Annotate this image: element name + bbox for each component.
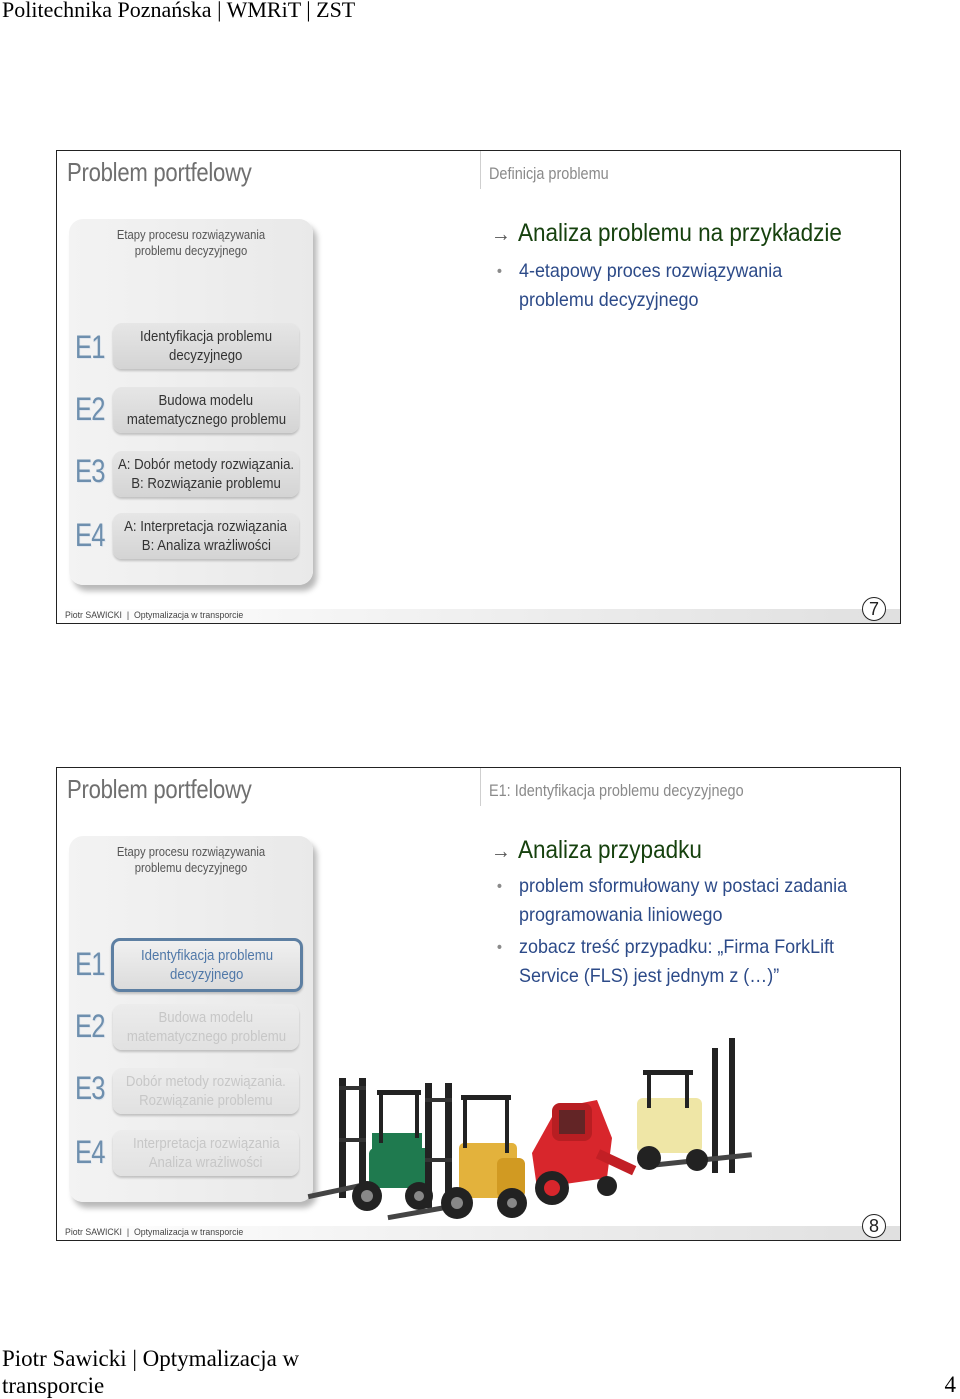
stage-box-e2: [113, 1004, 299, 1050]
slide-title: Problem portfelowy: [67, 774, 252, 804]
stage-label: decyzyjnego: [170, 966, 244, 983]
stage-label: Rozwiązanie problemu: [139, 1092, 273, 1109]
stage-box-e3: [113, 451, 299, 497]
stage-label: Analiza wrażliwości: [149, 1154, 263, 1171]
stage-code-e1: E1: [75, 329, 105, 365]
stage-code-e3: E3: [75, 453, 105, 489]
footer-separator: |: [124, 1227, 132, 1238]
stage-box-e1-active: [111, 938, 303, 992]
slide-8: [56, 767, 901, 1241]
panel-header-line: Etapy procesu rozwiązywania: [116, 228, 266, 242]
slide-footer-text: [65, 610, 243, 621]
stage-label: Dobór metody rozwiązania.: [126, 1073, 286, 1090]
bullet-dot-icon: •: [496, 939, 503, 956]
stage-code-e4: E4: [75, 517, 105, 553]
bullet-line: 4-etapowy proces rozwiązywania: [519, 260, 783, 282]
bullet-line: problem sformułowany w postaci zadania: [519, 875, 848, 897]
slide-footer-text: [65, 1227, 243, 1238]
stage-code-e3: E3: [75, 1070, 105, 1106]
page-footer: Piotr Sawicki | Optymalizacja w transporcie: [2, 1346, 300, 1398]
panel-header-line: problemu decyzyjnego: [134, 861, 248, 875]
stage-label: Identyfikacja problemu: [139, 328, 273, 345]
stage-box-e4: [113, 1130, 299, 1176]
stage-label: Budowa modelu: [158, 392, 254, 409]
green-forklift-icon: [308, 1078, 433, 1211]
stage-label: B: Analiza wrażliwości: [141, 537, 271, 554]
stage-label: decyzyjnego: [169, 347, 243, 364]
stage-code-e4: E4: [75, 1134, 105, 1170]
title-divider: [480, 768, 481, 806]
footer-author: Piotr SAWICKI: [65, 610, 122, 621]
stage-label: B: Rozwiązanie problemu: [131, 475, 281, 492]
panel-header: [81, 227, 301, 259]
stage-box-e2: [113, 387, 299, 433]
stage-label: matematycznego problemu: [126, 1028, 286, 1045]
footer-separator: |: [124, 610, 132, 621]
main-heading: [491, 836, 702, 865]
bullet-line: programowania liniowego: [519, 904, 723, 926]
bullet-item: [496, 933, 859, 991]
page-number: 4: [944, 1372, 956, 1397]
forklifts-image: [307, 1038, 757, 1228]
stage-label: Budowa modelu: [158, 1009, 254, 1026]
main-heading: [491, 219, 842, 248]
stage-label: A: Interpretacja rozwiązania: [124, 518, 288, 535]
cream-forklift-icon: [637, 1038, 752, 1173]
footer-author: Piotr SAWICKI: [65, 1227, 122, 1238]
stage-label: matematycznego problemu: [126, 411, 286, 428]
footer-course: Optymalizacja w transporcie: [133, 610, 244, 621]
stage-code-e1: E1: [75, 946, 105, 982]
stage-box-e1: [113, 323, 299, 369]
stage-label: Identyfikacja problemu: [140, 947, 274, 964]
bullet-dot-icon: •: [496, 263, 503, 280]
bullet-item: [496, 872, 859, 930]
stage-box-e3: [113, 1068, 299, 1114]
red-forklift-icon: [532, 1100, 636, 1205]
stage-label: A: Dobór metody rozwiązania.: [117, 456, 295, 473]
panel-header-line: Etapy procesu rozwiązywania: [116, 845, 266, 859]
page-header: Politechnika Poznańska | WMRiT | ZST: [2, 0, 356, 22]
footer-course: Optymalizacja w transporcie: [133, 1227, 244, 1238]
heading-text: Analiza problemu na przykładzie: [518, 219, 842, 247]
heading-text: Analiza przypadku: [518, 836, 702, 864]
stage-code-e2: E2: [75, 1008, 105, 1044]
slide-number: 7: [862, 597, 886, 621]
bullet-dot-icon: •: [496, 878, 503, 895]
title-divider: [480, 151, 481, 189]
stage-label: Interpretacja rozwiązania: [132, 1135, 280, 1152]
bullet-item: [496, 257, 859, 315]
bullet-line: problemu decyzyjnego: [519, 289, 699, 311]
slide-7: [56, 150, 901, 624]
slide-title: Problem portfelowy: [67, 157, 252, 187]
right-arrow-icon: →: [491, 221, 511, 246]
slide-number: 8: [862, 1214, 886, 1238]
panel-header-line: problemu decyzyjnego: [134, 244, 248, 258]
right-arrow-icon: →: [491, 838, 511, 863]
section-label: Definicja problemu: [489, 164, 609, 183]
section-label: E1: Identyfikacja problemu decyzyjnego: [489, 781, 744, 800]
stage-code-e2: E2: [75, 391, 105, 427]
panel-header: [81, 844, 301, 876]
bullet-line: Service (FLS) jest jednym z (…)”: [519, 965, 780, 987]
bullet-line: zobacz treść przypadku: „Firma ForkLift: [519, 936, 835, 958]
stage-box-e4: [113, 513, 299, 559]
